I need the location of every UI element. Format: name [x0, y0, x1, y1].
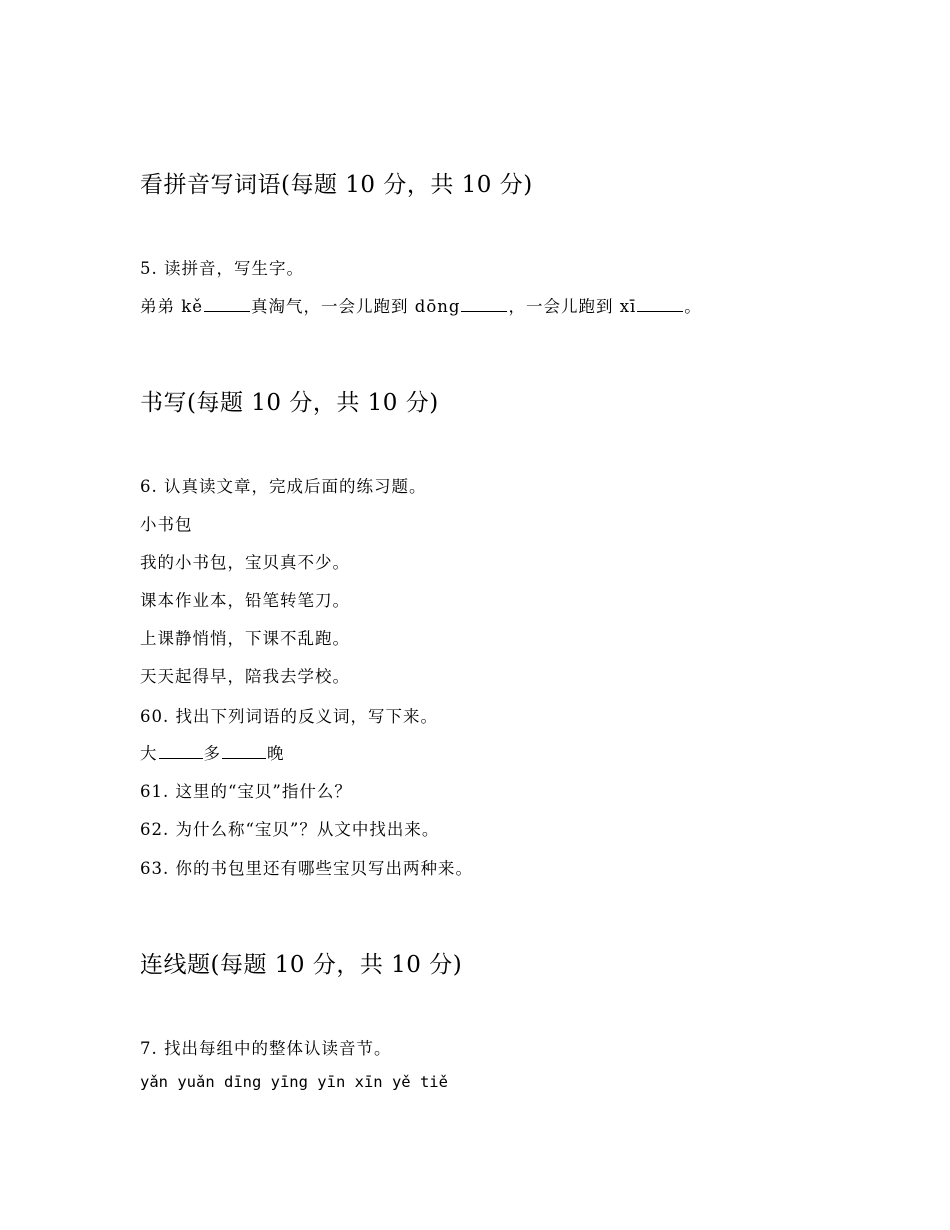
- poem-line: 上课静悄悄，下课不乱跑。: [140, 629, 350, 648]
- section-title-matching: 连线题(每题 10 分，共 10 分): [140, 952, 463, 978]
- q5-part-3: ，一会儿跑到 xī: [508, 297, 637, 316]
- answer-blank[interactable]: [204, 297, 250, 312]
- poem-line: 天天起得早，陪我去学校。: [140, 667, 350, 686]
- syllable-list: yǎn yuǎn dīng yīng yīn xīn yě tiě: [140, 1073, 448, 1091]
- poem-title: 小书包: [140, 515, 193, 534]
- question-6-prompt: 6. 认真读文章，完成后面的练习题。: [140, 477, 427, 496]
- question-5-prompt: 5. 读拼音，写生字。: [140, 259, 304, 278]
- question-61: 61. 这里的“宝贝”指什么？: [140, 782, 352, 801]
- answer-blank[interactable]: [461, 297, 507, 312]
- antonym-word: 大: [140, 744, 158, 763]
- answer-blank[interactable]: [222, 744, 266, 759]
- answer-blank[interactable]: [159, 744, 203, 759]
- question-7-prompt: 7. 找出每组中的整体认读音节。: [140, 1039, 392, 1058]
- question-5-line: [140, 293, 702, 317]
- antonym-word: 多: [203, 744, 221, 763]
- antonym-word: 晚: [267, 744, 285, 763]
- antonym-line: [140, 740, 285, 764]
- poem-line: 我的小书包，宝贝真不少。: [140, 553, 350, 572]
- q5-part-4: 。: [684, 297, 702, 316]
- q5-part-1: 弟弟 kě: [140, 297, 204, 316]
- question-63: 63. 你的书包里还有哪些宝贝写出两种来。: [140, 859, 473, 878]
- poem-line: 课本作业本，铅笔转笔刀。: [140, 591, 350, 610]
- question-62: 62. 为什么称“宝贝”？从文中找出来。: [140, 820, 440, 839]
- q5-part-2: 真淘气，一会儿跑到 dōng: [251, 297, 461, 316]
- answer-blank[interactable]: [637, 297, 683, 312]
- section-title-pinyin: 看拼音写词语(每题 10 分，共 10 分): [140, 172, 533, 198]
- section-title-writing: 书写(每题 10 分，共 10 分): [140, 390, 439, 416]
- question-60: 60. 找出下列词语的反义词，写下来。: [140, 707, 438, 726]
